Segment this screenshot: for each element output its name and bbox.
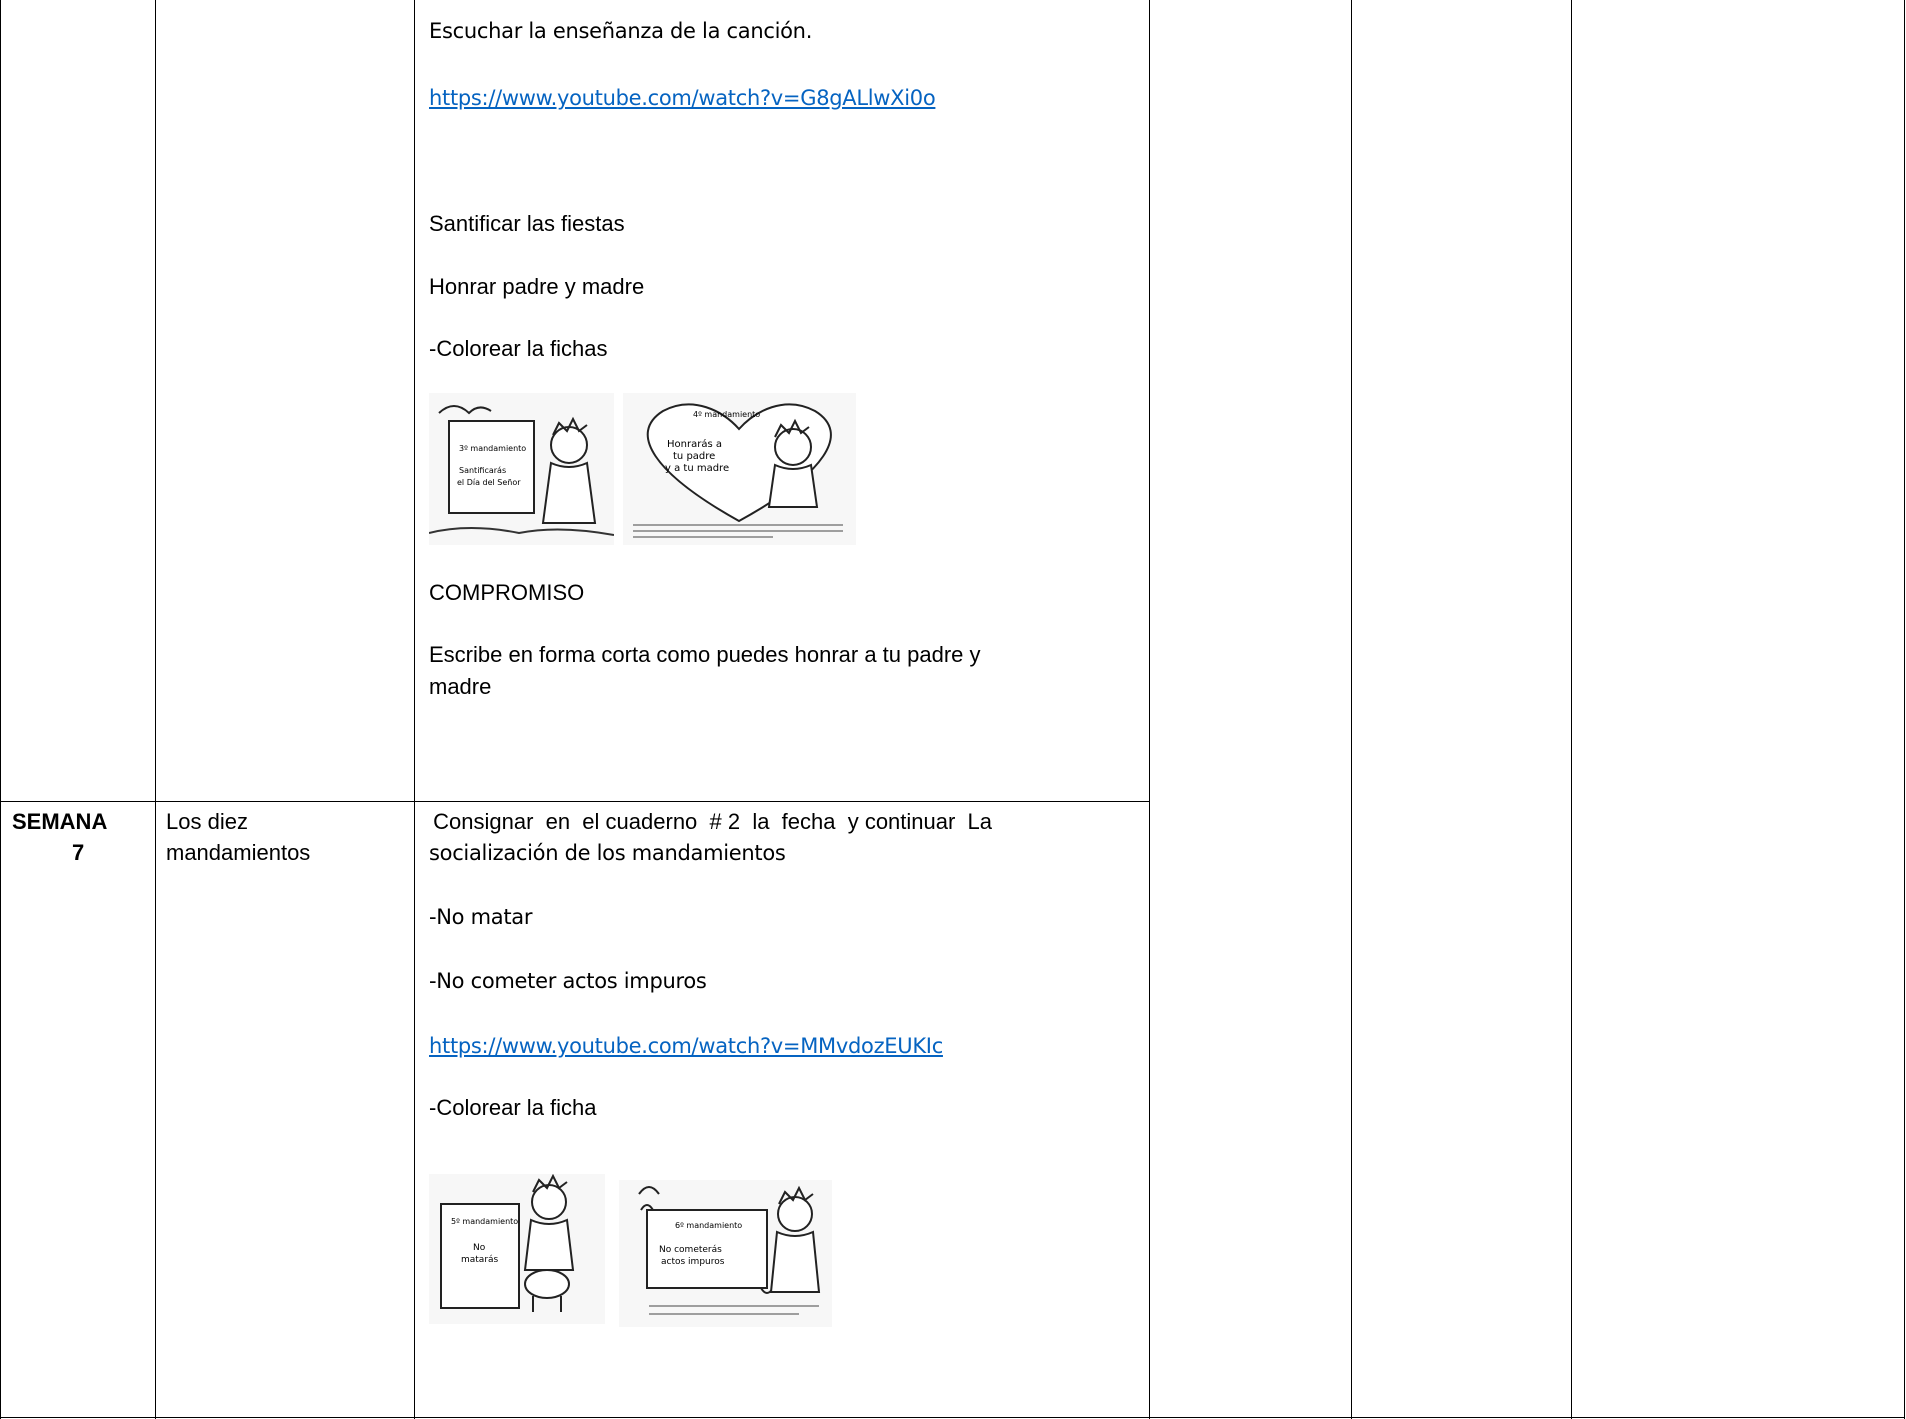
card2-text3: y a tu madre bbox=[665, 463, 730, 474]
card1-title: 3º mandamiento bbox=[459, 444, 527, 453]
week-number: 7 bbox=[72, 840, 85, 865]
coloring-card-6th-commandment bbox=[619, 1180, 832, 1327]
card2-text1: Honrarás a bbox=[667, 439, 722, 450]
table-column-divider-4 bbox=[1351, 0, 1352, 1419]
compromiso-instruction-line2: madre bbox=[429, 674, 492, 699]
second-link-container bbox=[429, 1031, 943, 1061]
compromiso-heading: COMPROMISO bbox=[429, 580, 585, 605]
consignar-line2: socialización de los mandamientos bbox=[429, 841, 786, 865]
consignar-line1: Consignar en el cuaderno # 2 la fecha y continuar La bbox=[427, 809, 993, 834]
card3-title: 5º mandamiento bbox=[451, 1217, 519, 1226]
item-honrar: Honrar padre y madre bbox=[429, 274, 645, 299]
topic-line2: mandamientos bbox=[166, 840, 311, 865]
table-column-divider-2 bbox=[414, 0, 415, 1419]
task-colorear-fichas: -Colorear la fichas bbox=[429, 336, 608, 361]
table-border-left bbox=[0, 0, 1, 1419]
card4-text2: actos impuros bbox=[661, 1257, 725, 1267]
table-border-right bbox=[1904, 0, 1905, 1419]
topic-line1: Los diez bbox=[166, 809, 248, 834]
intro-text: Escuchar la enseñanza de la canción. bbox=[429, 19, 813, 43]
card1-text2: el Día del Señor bbox=[457, 478, 521, 487]
card4-text1: No cometerás bbox=[659, 1245, 722, 1255]
coloring-card-4th-commandment bbox=[623, 393, 856, 545]
card2-text2: tu padre bbox=[673, 451, 716, 462]
task-colorear-ficha: -Colorear la ficha bbox=[429, 1095, 597, 1120]
youtube-link-commandments[interactable]: https://www.youtube.com/watch?v=MMvdozEUKIc bbox=[429, 1034, 943, 1058]
compromiso-instruction-line1: Escribe en forma corta como puedes honrar a tu padre y bbox=[429, 642, 981, 667]
coloring-card-5th-commandment bbox=[429, 1174, 605, 1324]
card3-text2: matarás bbox=[461, 1255, 499, 1265]
table-column-divider-3 bbox=[1149, 0, 1150, 1419]
week-label: SEMANA bbox=[12, 809, 108, 834]
card3-text1: No bbox=[473, 1243, 486, 1253]
item-no-cometer-actos-impuros: -No cometer actos impuros bbox=[429, 969, 707, 993]
card1-text1: Santificarás bbox=[459, 466, 507, 475]
table-column-divider-1 bbox=[155, 0, 156, 1419]
youtube-link-song[interactable]: https://www.youtube.com/watch?v=G8gALlwXi0o bbox=[429, 86, 936, 110]
song-link-container bbox=[429, 83, 935, 113]
item-no-matar: -No matar bbox=[429, 905, 533, 929]
table-row-divider bbox=[0, 801, 1150, 802]
table-border-bottom bbox=[0, 1417, 1905, 1418]
card2-title: 4º mandamiento bbox=[693, 410, 761, 419]
table-column-divider-5 bbox=[1571, 0, 1572, 1419]
card4-title: 6º mandamiento bbox=[675, 1221, 743, 1230]
item-santificar: Santificar las fiestas bbox=[429, 211, 625, 236]
coloring-card-3rd-commandment bbox=[429, 393, 614, 545]
